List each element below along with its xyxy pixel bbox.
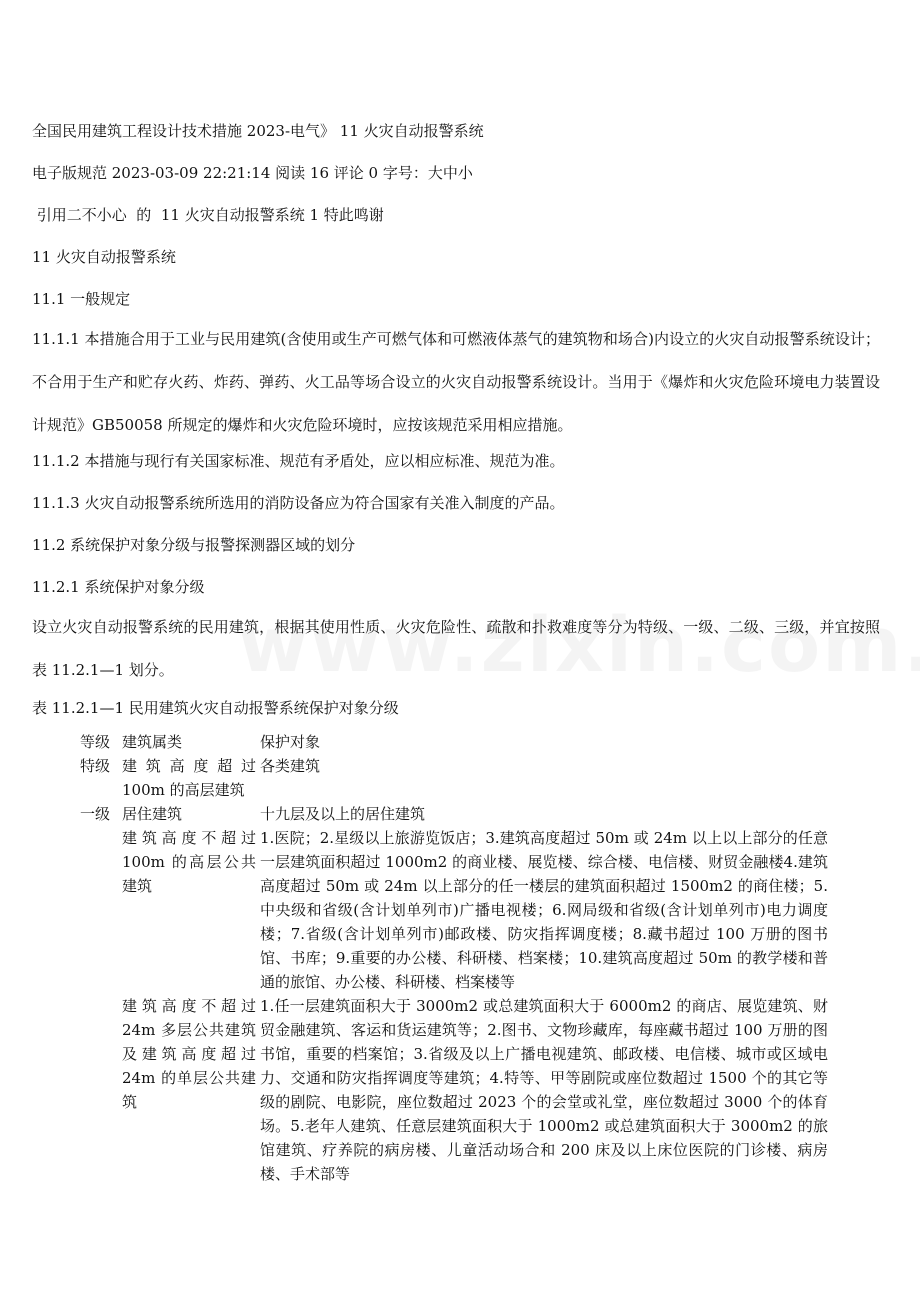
protection-grade-table: [76, 730, 828, 1186]
cell-category: 居住建筑: [122, 805, 183, 823]
cell-category: 建筑高度超过 100m 的高层建筑: [122, 757, 256, 799]
meta-line: 电子版规范 2023-03-09 22:21:14 阅读 16 评论 0 字号：大中小: [32, 164, 473, 182]
heading-11-2-1: 11.2.1 系统保护对象分级: [32, 578, 205, 596]
paragraph-11-1-3: 11.1.3 火灾自动报警系统所选用的消防设备应为符合国家有关准入制度的产品。: [32, 494, 565, 512]
paragraph-11-1-2: 11.1.2 本措施与现行有关国家标准、规范有矛盾处，应以相应标准、规范为准。: [32, 452, 565, 470]
cell-objects: 十九层及以上的居住建筑: [260, 805, 426, 823]
heading-11: 11 火灾自动报警系统: [32, 248, 176, 266]
paragraph-11-2-1: 设立火灾自动报警系统的民用建筑，根据其使用性质、火灾危险性、疏散和扑救难度等分为特级、一级、二级、三级，并宜按照表 11.2.1—1 划分。: [32, 618, 880, 679]
cell-category: 建筑高度不超过 24m 多层公共建筑及建筑高度超过 24m 的单层公共建筑: [122, 997, 256, 1111]
table-row: [76, 754, 828, 802]
title-line: 全国民用建筑工程设计技术措施 2023-电气》 11 火灾自动报警系统: [32, 122, 484, 140]
table-row: [76, 826, 828, 994]
table-caption: 表 11.2.1—1 民用建筑火灾自动报警系统保护对象分级: [32, 699, 399, 717]
heading-11-2: 11.2 系统保护对象分级与报警探测器区域的划分: [32, 536, 356, 554]
quote-line: 引用二不小心 的 11 火灾自动报警系统 1 特此鸣谢: [32, 206, 384, 224]
heading-11-1: 11.1 一般规定: [32, 290, 131, 308]
cell-grade: 一级: [80, 805, 111, 823]
header-grade: 等级: [80, 733, 111, 751]
table-header-row: [76, 730, 828, 754]
table-row: [76, 994, 828, 1186]
cell-objects: 各类建筑: [260, 757, 321, 775]
cell-objects: 1.医院；2.星级以上旅游览饭店；3.建筑高度超过 50m 或 24m 以上以上部分的任意一层建筑面积超过 1000m2 的商业楼、展览楼、综合楼、电信楼、财贸金融楼4.建筑高度超过 50m 或 24m 以上部分的任一楼层的建筑面积超过 1500m2 的商住楼；5.中央级和省级(含计划单列市)广播电视楼；6.网局级和省级(含计划单列市)电力调度楼；7.省级(含计划单列市)邮政楼、防灾指挥调度楼；8.藏书超过 100 万册的图书馆、书库；9.重要的办公楼、科研楼、档案楼；10.建筑高度超过 50m 的教学楼和普通的旅馆、办公楼、科研楼、档案楼等: [260, 829, 828, 991]
cell-grade: [76, 826, 118, 994]
cell-grade: 特级: [80, 757, 111, 775]
cell-grade: [76, 994, 118, 1186]
table-row: [76, 802, 828, 826]
header-objects: 保护对象: [260, 733, 321, 751]
cell-category: 建筑高度不超过 100m 的高层公共建筑: [122, 829, 256, 895]
cell-objects: 1.任一层建筑面积大于 3000m2 或总建筑面积大于 6000m2 的商店、展览建筑、财贸金融建筑、客运和货运建筑等；2.图书、文物珍藏库，每座藏书超过 100 万册的图书馆，重要的档案馆；3.省级及以上广播电视建筑、邮政楼、电信楼、城市或区域电力、交通和防灾指挥调度等建筑；4.特等、甲等剧院或座位数超过 1500 个的其它等级的剧院、电影院，座位数超过 2023 个的会堂或礼堂，座位数超过 3000 个的体育场。5.老年人建筑、任意层建筑面积大于 1000m2 或总建筑面积大于 3000m2 的旅馆建筑、疗养院的病房楼、儿童活动场合和 200 床及以上床位医院的门诊楼、病房楼、手术部等: [260, 997, 828, 1183]
paragraph-11-1-1: 11.1.1 本措施合用于工业与民用建筑(含使用或生产可燃气体和可燃液体蒸气的建筑物和场合)内设立的火灾自动报警系统设计；不合用于生产和贮存火药、炸药、弹药、火工品等场合设立的火灾自动报警系统设计。当用于《爆炸和火灾危险环境电力装置设计规范》GB50058 所规定的爆炸和火灾危险环境时，应按该规范采用相应措施。: [32, 330, 880, 434]
header-category: 建筑属类: [122, 733, 183, 751]
